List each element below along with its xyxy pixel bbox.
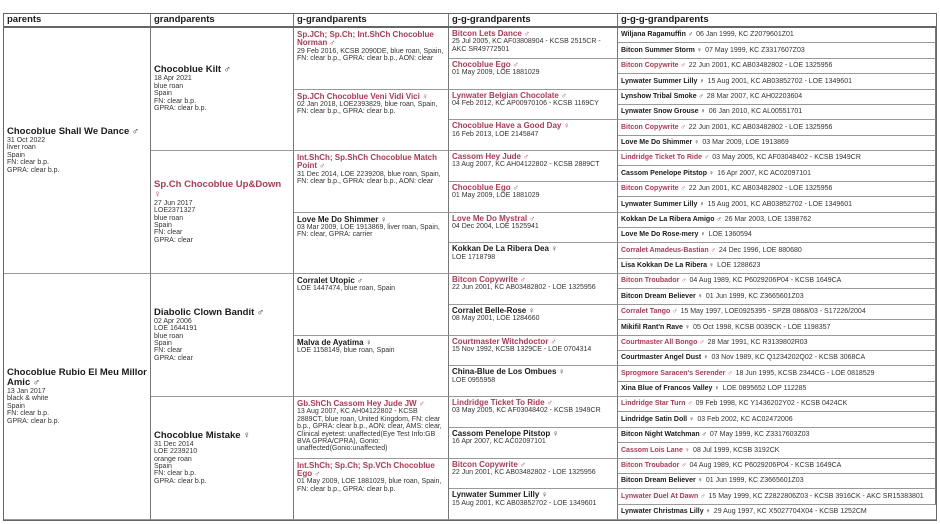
dog-detail: Spain — [7, 151, 25, 159]
dog-name: Sprogmore Saracen's Serender ♂ — [621, 369, 733, 377]
g-g-g-grandparent-cell — [618, 336, 936, 351]
dog-name: Lindridge Ticket To Ride ♂ — [621, 154, 710, 162]
dog-name: Xina Blue of Francos Valley ♀ — [621, 385, 720, 393]
dog-name: Lindridge Star Turn ♂ — [621, 400, 693, 408]
dog-detail: 08 May 2001, LOE 1284660 — [452, 315, 540, 323]
dog-detail: liver roan — [7, 144, 36, 152]
dog-name: Kokkan De La Ribera Dea ♀ — [452, 244, 558, 254]
dog-detail: 02 Apr 2006 — [154, 317, 192, 325]
dog-name: Lynwater Snow Grouse ♀ — [621, 108, 706, 116]
dog-name: Lynshow Tribal Smoke ♂ — [621, 92, 704, 100]
dog-name: Lindridge Ticket To Ride ♂ — [452, 398, 553, 407]
dog-detail: FN: clear — [154, 229, 183, 237]
dog-detail: 15 May 1999, KC Z2822806Z03 - KCSB 3916CK - AKC SR15383801 — [708, 492, 924, 500]
dog-name: Lynwater Duel At Dawn ♂ — [621, 492, 706, 500]
dog-detail: 04 Aug 1989, KC P6029206P04 - KCSB 1649CA — [689, 277, 842, 285]
dog-name: Chocoblue Rubio El Meu Millor Amic ♂ — [7, 366, 147, 388]
g-g-g-grandparent-cell — [618, 459, 936, 474]
dog-detail: 06 Jan 1999, KC Z2079601Z01 — [696, 31, 794, 39]
g-grandparent-cell — [294, 28, 449, 90]
dog-name: Chocoblue Ego ♂ — [452, 182, 519, 192]
dog-detail: LOE2371327 — [154, 207, 196, 215]
dog-detail: 15 Aug 2001, KC AB03852702 - LOE 1349601 — [707, 77, 852, 85]
header-g-grandparents: g-grandparents — [294, 14, 449, 27]
g-g-g-grandparent-cell — [618, 505, 936, 520]
g-g-g-grandparent-cell — [618, 59, 936, 74]
dog-name: Diabolic Clown Bandit ♂ — [154, 306, 265, 318]
g-g-grandparent-cell — [449, 151, 618, 182]
dog-detail: Spain — [7, 402, 25, 410]
header-g-g-g-grandparents: g-g-g-grandparents — [618, 14, 936, 27]
dog-detail: LOE 1288623 — [717, 262, 761, 270]
dog-name: Corralet Belle-Rose ♀ — [452, 305, 535, 315]
g-g-g-grandparent-cell — [618, 474, 936, 489]
g-g-g-grandparent-cell — [618, 259, 936, 274]
dog-name: Love Me Do Shimmer ♀ — [297, 214, 387, 224]
dog-name: Sp.Ch Chocoblue Up&Down ♀ — [154, 178, 282, 200]
dog-name: Lindridge Satin Doll ♀ — [621, 415, 695, 423]
g-g-g-grandparent-cell — [618, 443, 936, 458]
g-g-grandparent-cell — [449, 213, 618, 244]
dog-detail: 25 Jul 2005, KC AF03808904 - KCSB 2515CR - AKC SR49772501 — [452, 38, 601, 53]
dog-detail: 22 Jun 2001, KC AB03482802 - LOE 1325956 — [688, 123, 833, 131]
dog-detail: GPRA: clear b.p. — [7, 166, 60, 174]
grandparent-cell — [151, 151, 294, 274]
dog-detail: LOE 1718798 — [452, 253, 496, 261]
dog-detail: orange roan — [154, 455, 192, 463]
dog-name: Bitcon Copywrite ♂ — [452, 275, 527, 284]
g-g-grandparent-cell — [449, 90, 618, 121]
dog-name: Lynwater Summer Lilly ♀ — [621, 77, 705, 85]
dog-name: Lynwater Christmas Lilly ♀ — [621, 508, 711, 516]
g-g-g-grandparent-cell — [618, 428, 936, 443]
g-grandparent-cell — [294, 90, 449, 152]
dog-detail: Spain — [154, 340, 172, 347]
dog-detail: 07 May 1999, KC Z3317607Z03 — [705, 46, 805, 54]
dog-name: Chocoblue Ego ♂ — [452, 59, 519, 69]
dog-detail: 15 Nov 1992, KCSB 1329CE - LOE 0704314 — [452, 345, 592, 353]
g-g-g-grandparent-cell — [618, 305, 936, 320]
dog-name: China-Blue de Los Ombues ♀ — [452, 367, 565, 377]
g-g-g-grandparent-cell — [618, 43, 936, 58]
dog-name: Chocoblue Mistake ♀ — [154, 429, 251, 441]
dog-detail: 22 Jun 2001, KC AB03482802 - LOE 1325956 — [452, 468, 596, 476]
dog-detail: 28 Mar 2007, KC AH02203604 — [706, 92, 803, 100]
dog-detail: 26 Mar 2003, LOE 1398762 — [724, 215, 812, 223]
dog-detail: 03 Mar 2009, LOE 1913869 — [702, 139, 789, 147]
g-g-g-grandparent-cell — [618, 397, 936, 412]
g-g-g-grandparent-cell — [618, 74, 936, 89]
dog-detail: 29 Aug 1997, KC X5027704X04 - KCSB 1252CM — [713, 508, 867, 516]
g-g-g-grandparent-cell — [618, 243, 936, 258]
dog-detail: 18 Jun 1995, KCSB 2344CG - LOE 0818529 — [735, 369, 875, 377]
grandparent-cell — [151, 28, 294, 151]
dog-detail: FN: clear b.p. — [7, 410, 50, 418]
g-grandparent-cell — [294, 336, 449, 398]
dog-detail: 04 Feb 2012, KC AP00970106 - KCSB 1169CY — [452, 99, 599, 107]
g-g-g-grandparent-cell — [618, 289, 936, 304]
dog-name: Courtmaster Angel Dust ♀ — [621, 354, 709, 362]
dog-name: Love Me Do Rose-mery ♀ — [621, 231, 706, 239]
dog-detail: 16 Apr 2007, KC AC02097101 — [452, 438, 546, 446]
g-g-grandparent-cell — [449, 428, 618, 459]
dog-detail: 15 Aug 2001, KC AB03852702 - LOE 1349601 — [452, 499, 597, 507]
dog-detail: 08 Jul 1999, KCSB 3192CK — [693, 446, 780, 454]
dog-name: Chocoblue Have a Good Day ♀ — [452, 121, 570, 131]
dog-name: Courtmaster All Bongo ♂ — [621, 338, 705, 346]
g-grandparent-cell — [294, 213, 449, 275]
g-g-grandparent-cell — [449, 274, 618, 305]
g-g-grandparent-cell — [449, 366, 618, 397]
dog-detail: LOE 0895652 LOP 112285 — [722, 385, 807, 393]
g-g-g-grandparent-cell — [618, 166, 936, 181]
g-g-g-grandparent-cell — [618, 28, 936, 43]
g-g-g-grandparent-cell — [618, 213, 936, 228]
dog-detail: LOE 0955958 — [452, 376, 496, 384]
dog-name: Sp.JCh; Sp.Ch; Int.ShCh Chocoblue Norman ♂ — [297, 30, 434, 48]
g-g-grandparent-cell — [449, 120, 618, 151]
g-g-g-grandparent-cell — [618, 120, 936, 135]
dog-name: Wiljana Ragamuffin ♂ — [621, 31, 694, 39]
g-g-g-grandparent-cell — [618, 274, 936, 289]
dog-detail: 13 Aug 2007, KC AH04122802 - KCSB 2889CT — [452, 161, 600, 169]
dog-name: Lynwater Belgian Chocolate ♂ — [452, 90, 568, 100]
g-grandparent-cell — [294, 151, 449, 213]
g-g-grandparent-cell — [449, 397, 618, 428]
g-g-g-grandparent-cell — [618, 351, 936, 366]
dog-name: Bitcon Troubador ♂ — [621, 277, 687, 285]
dog-detail: blue roan — [154, 214, 184, 222]
g-g-g-grandparent-cell — [618, 105, 936, 120]
dog-detail: 03 May 2005, KC AF03048402 - KCSB 1949CR — [712, 154, 861, 162]
dog-detail: 01 May 2009, LOE 1881029, blue roan, Spain, FN: clear b.p., GPRA: clear b.p. — [297, 478, 442, 493]
dog-detail: 28 Mar 1991, KC R3139802R03 — [707, 338, 808, 346]
dog-detail: GPRA: clear b.p. — [154, 477, 207, 485]
g-g-grandparent-cell — [449, 305, 618, 336]
dog-detail: 22 Jun 2001, KC AB03482802 - LOE 1325956 — [688, 185, 833, 193]
dog-name: Courtmaster Witchdoctor ♂ — [452, 336, 557, 346]
dog-detail: 18 Apr 2021 — [154, 75, 192, 83]
dog-detail: FN: clear — [154, 347, 183, 355]
dog-name: Cassom Lois Lane ♀ — [621, 446, 691, 454]
dog-detail: 07 May 1999, KC Z3317603Z03 — [709, 431, 810, 439]
dog-name: Corralet Amadeus-Bastian ♂ — [621, 246, 716, 254]
dog-detail: black & white — [7, 395, 49, 403]
dog-detail: 31 Oct 2022 — [7, 136, 46, 144]
dog-detail: 22 Jun 2001, KC AB03482802 - LOE 1325956 — [452, 284, 596, 292]
dog-name: Lynwater Summer Lilly ♀ — [452, 490, 548, 500]
g-g-g-grandparent-cell — [618, 489, 936, 504]
dog-detail: 01 May 2009, LOE 1881029 — [452, 69, 540, 77]
dog-name: Bitcon Copywrite ♂ — [621, 123, 686, 131]
dog-name: Bitcon Troubador ♂ — [621, 461, 687, 469]
dog-detail: 31 Dec 2014, LOE 2239208, blue roan, Spain, FN: clear b.p., GPRA: clear b.p., AON: clear — [297, 170, 441, 186]
g-g-g-grandparent-cell — [618, 228, 936, 243]
dog-detail: LOE 1644191 — [154, 325, 198, 333]
dog-name: Bitcon Summer Storm ♀ — [621, 46, 703, 54]
g-g-g-grandparent-cell — [618, 366, 936, 381]
dog-detail: GPRA: clear b.p. — [7, 417, 60, 425]
header-grandparents: grandparents — [151, 14, 294, 27]
dog-detail: 13 Jan 2017 — [7, 387, 46, 395]
dog-detail: 06 Jan 2010, KC AL00551701 — [708, 108, 803, 116]
dog-detail: FN: clear b.p. — [154, 470, 197, 478]
dog-name: Love Me Do Mystral ♂ — [452, 213, 536, 223]
dog-detail: 31 Dec 2014 — [154, 440, 194, 448]
dog-detail: 03 Mar 2009, LOE 1913869, liver roan, Spain, FN: clear, GPRA: carrier — [297, 223, 440, 239]
dog-detail: 09 Feb 1998, KC Y1436202Y02 - KCSB 0424CK — [695, 400, 848, 408]
dog-name: Cassom Hey Jude ♂ — [452, 152, 530, 161]
dog-detail: 01 Jun 1999, KC Z3665601Z03 — [705, 477, 804, 485]
g-g-grandparent-cell — [449, 489, 618, 520]
dog-name: Lynwater Summer Lilly ♀ — [621, 200, 705, 208]
dog-name: Cassom Penelope Pitstop ♀ — [452, 428, 559, 438]
g-g-grandparent-cell — [449, 336, 618, 367]
dog-detail: Spain — [154, 90, 172, 98]
dog-detail: 02 Jan 2018, LOE2393829, blue roan, Spain, FN: clear b.p., GPRA: clear b.p. — [297, 100, 438, 116]
parent-cell — [4, 274, 151, 520]
dog-name: Chocoblue Kilt ♂ — [154, 64, 231, 76]
dog-name: Int.ShCh; Sp.ShCh Chocoblue Match Point ♂ — [297, 153, 437, 171]
dog-name: Lisa Kokkan De La Ribera ♀ — [621, 262, 715, 270]
g-g-grandparent-cell — [449, 28, 618, 59]
dog-detail: GPRA: clear — [154, 354, 193, 362]
dog-name: Bitcon Copywrite ♂ — [452, 459, 527, 469]
dog-detail: 29 Feb 2016, KCSB 2090DE, blue roan, Spain, FN: clear b.p., GPRA: clear b.p., AON: clear — [297, 47, 444, 63]
parent-cell — [4, 28, 151, 274]
dog-detail: GPRA: clear — [154, 236, 193, 244]
dog-name: Bitcon Lets Dance ♂ — [452, 29, 531, 38]
dog-detail: 04 Dec 2004, LOE 1525941 — [452, 222, 539, 230]
g-g-grandparent-cell — [449, 243, 618, 274]
g-g-g-grandparent-cell — [618, 382, 936, 397]
dog-name: Malva de Ayatima ♀ — [297, 337, 372, 347]
dog-detail: blue roan — [154, 82, 184, 90]
dog-detail: FN: clear b.p. — [154, 97, 197, 105]
g-grandparent-cell — [294, 397, 449, 459]
dog-name: Chocoblue Shall We Dance ♂ — [7, 125, 140, 137]
g-g-g-grandparent-cell — [618, 320, 936, 335]
g-g-g-grandparent-cell — [618, 90, 936, 105]
dog-detail: 13 Aug 2007, KC AH04122802 - KCSB 2889CT, blue roan, United Kingdom, FN: clear b.p., GPRA: clear b.p., AON: clear, AMS: clear, Clinical eyetest: unaffected(Eye Test Info:GB BVA GPRA/CPRA), Gonio: unaffected(Gonio:unaffected) — [297, 408, 442, 453]
dog-detail: 03 Feb 2002, KC AC02472006 — [697, 415, 793, 423]
dog-name: Sp.JCh Chocoblue Veni Vidi Vici ♀ — [297, 91, 429, 101]
dog-detail: Spain — [154, 463, 172, 470]
dog-name: Mikifil Rant'n Rave ♀ — [621, 323, 691, 331]
dog-detail: 01 May 2009, LOE 1881029 — [452, 192, 540, 200]
g-g-g-grandparent-cell — [618, 197, 936, 212]
dog-detail: 15 May 1997, LOE0925395 - SPZB 0868/03 - S17226/2004 — [680, 308, 866, 316]
dog-detail: 01 Jun 1999, KC Z3665601Z03 — [705, 292, 804, 300]
dog-name: Kokkan De La Ribera Amigo ♂ — [621, 215, 722, 223]
dog-detail: LOE 2239210 — [154, 448, 198, 456]
dog-detail: 16 Apr 2007, KC AC02097101 — [717, 169, 811, 177]
header-parents: parents — [4, 14, 151, 27]
dog-detail: LOE 1158149, blue roan, Spain — [297, 346, 395, 354]
dog-detail: 04 Aug 1989, KC P6029206P04 - KCSB 1649CA — [689, 461, 842, 469]
header-g-g-grandparents: g-g-grandparents — [449, 14, 618, 27]
g-g-g-grandparent-cell — [618, 182, 936, 197]
dog-name: Corralet Utopic ♂ — [297, 276, 364, 285]
dog-name: Bitcon Night Watchman ♂ — [621, 431, 707, 439]
dog-detail: 03 Nov 1989, KC Q1234202Q02 - KCSB 3068CA — [711, 354, 866, 362]
dog-detail: 24 Dec 1996, LOE 880680 — [718, 246, 802, 254]
dog-detail: 16 Feb 2013, LOE 2145847 — [452, 130, 539, 138]
g-g-grandparent-cell — [449, 59, 618, 90]
dog-detail: LOE 1360594 — [708, 231, 752, 239]
dog-name: Gb.ShCh Cassom Hey Jude JW ♂ — [297, 399, 425, 408]
pedigree-table — [3, 27, 937, 521]
dog-name: Corralet Tango ♂ — [621, 308, 678, 316]
dog-detail: 03 May 2005, KC AF03048402 - KCSB 1949CR — [452, 407, 601, 415]
dog-name: Int.ShCh; Sp.Ch; Sp.VCh Chocoblue Ego ♂ — [297, 460, 435, 478]
g-g-grandparent-cell — [449, 459, 618, 490]
g-grandparent-cell — [294, 274, 449, 336]
dog-detail: 15 Aug 2001, KC AB03852702 - LOE 1349601 — [707, 200, 852, 208]
dog-detail: Spain — [154, 222, 172, 229]
dog-name: Bitcon Copywrite ♂ — [621, 62, 686, 70]
dog-detail: 27 Jun 2017 — [154, 199, 193, 207]
grandparent-cell — [151, 397, 294, 520]
g-g-g-grandparent-cell — [618, 412, 936, 427]
dog-detail: 05 Oct 1998, KCSB 0039CK - LOE 1198357 — [693, 323, 831, 331]
grandparent-cell — [151, 274, 294, 397]
dog-name: Love Me Do Shimmer ♀ — [621, 139, 700, 147]
g-g-g-grandparent-cell — [618, 136, 936, 151]
dog-name: Bitcon Dream Believer ♀ — [621, 477, 703, 485]
g-g-g-grandparent-cell — [618, 151, 936, 166]
g-grandparent-cell — [294, 459, 449, 521]
g-g-grandparent-cell — [449, 182, 618, 213]
dog-detail: LOE 1447474, blue roan, Spain — [297, 285, 396, 293]
dog-detail: 22 Jun 2001, KC AB03482802 - LOE 1325956 — [688, 62, 833, 70]
dog-name: Bitcon Copywrite ♂ — [621, 185, 686, 193]
dog-name: Bitcon Dream Believer ♀ — [621, 292, 703, 300]
dog-detail: FN: clear b.p. — [7, 159, 50, 167]
dog-name: Cassom Penelope Pitstop ♀ — [621, 169, 715, 177]
dog-detail: blue roan — [154, 332, 184, 340]
dog-detail: GPRA: clear b.p. — [154, 105, 207, 113]
